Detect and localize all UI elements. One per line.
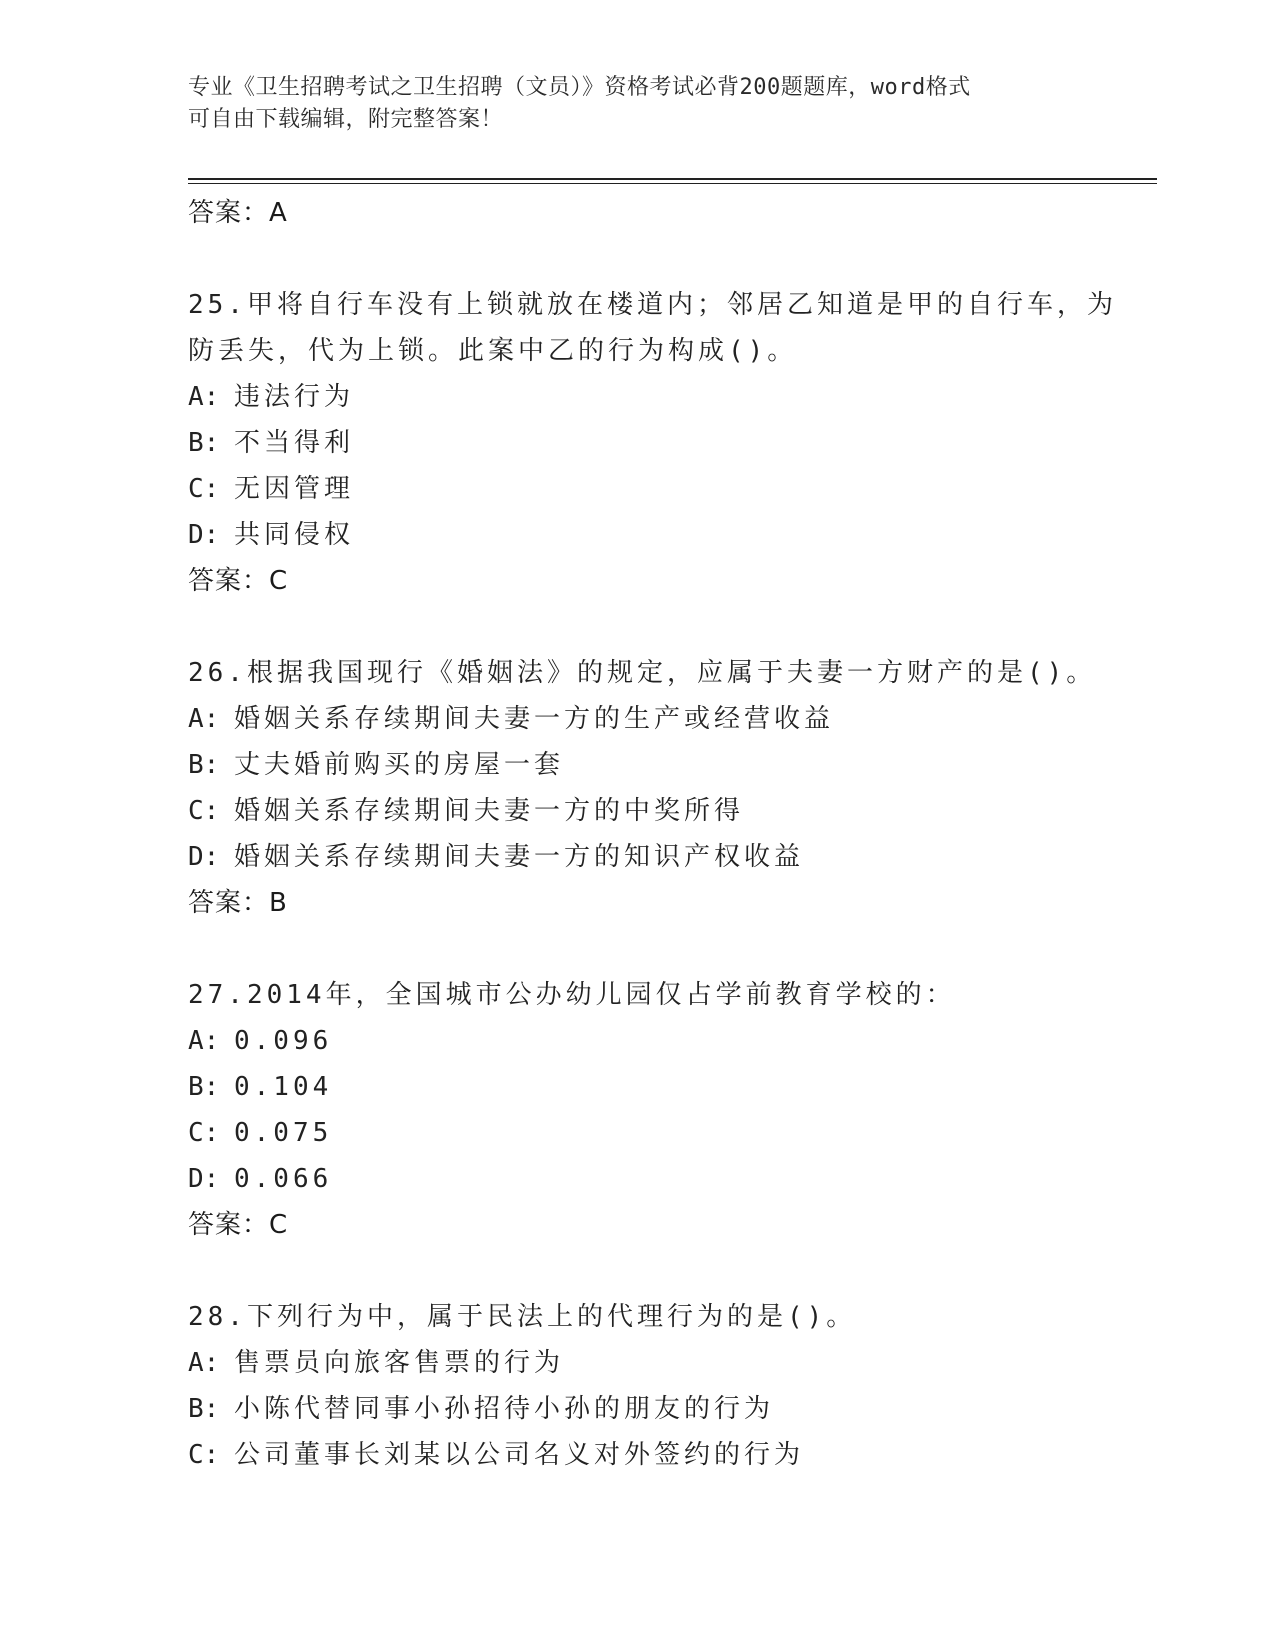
answer-label: 答案：A — [188, 198, 288, 228]
option-text: 公司董事长刘某以公司名义对外签约的行为 — [234, 1440, 805, 1470]
question-26 — [188, 650, 1097, 926]
option-key: A: — [188, 1348, 220, 1378]
option-d — [188, 512, 1088, 558]
option-a — [188, 696, 1088, 742]
page-header — [188, 72, 1068, 136]
question-stem-line: 28.下列行为中，属于民法上的代理行为的是()。 — [188, 1302, 857, 1332]
option-key: B: — [188, 428, 220, 458]
option-text: 无因管理 — [234, 474, 355, 504]
option-a — [188, 1018, 1088, 1064]
option-b — [188, 742, 1088, 788]
header-divider-thick — [188, 178, 1157, 180]
option-text: 0.075 — [234, 1118, 333, 1148]
option-d — [188, 1156, 1088, 1202]
option-text: 小陈代替同事小孙招待小孙的朋友的行为 — [234, 1394, 775, 1424]
option-key: D: — [188, 520, 220, 550]
question-stem-line: 25.甲将自行车没有上锁就放在楼道内；邻居乙知道是甲的自行车，为 — [188, 290, 1117, 320]
option-key: A: — [188, 1026, 220, 1056]
option-text: 不当得利 — [234, 428, 355, 458]
option-key: B: — [188, 750, 220, 780]
option-b — [188, 420, 1088, 466]
answer-label: 答案：C — [188, 1210, 289, 1240]
option-key: B: — [188, 1072, 220, 1102]
option-c — [188, 1110, 1088, 1156]
option-key: C: — [188, 474, 220, 504]
option-text: 婚姻关系存续期间夫妻一方的中奖所得 — [234, 796, 745, 826]
document-body — [188, 190, 1117, 1478]
question-stem-line: 26.根据我国现行《婚姻法》的规定，应属于夫妻一方财产的是()。 — [188, 658, 1097, 688]
question-stem-line: 防丢失，代为上锁。此案中乙的行为构成()。 — [188, 336, 798, 366]
option-b — [188, 1386, 1088, 1432]
question-stem-line: 27.2014年，全国城市公办幼儿园仅占学前教育学校的： — [188, 980, 956, 1010]
option-key: A: — [188, 704, 220, 734]
option-key: C: — [188, 1118, 220, 1148]
option-c — [188, 788, 1088, 834]
header-title-line-1: 专业《卫生招聘考试之卫生招聘（文员）》资格考试必背200题题库，word格式 — [188, 75, 971, 100]
option-text: 共同侵权 — [234, 520, 355, 550]
option-key: D: — [188, 842, 220, 872]
option-text: 0.066 — [234, 1164, 333, 1194]
option-key: C: — [188, 1440, 220, 1470]
answer-label: 答案：B — [188, 888, 288, 918]
question-25 — [188, 282, 1117, 604]
option-c — [188, 1432, 1088, 1478]
option-a — [188, 374, 1088, 420]
option-text: 丈夫婚前购买的房屋一套 — [234, 750, 565, 780]
option-a — [188, 1340, 1088, 1386]
option-text: 婚姻关系存续期间夫妻一方的知识产权收益 — [234, 842, 805, 872]
option-b — [188, 1064, 1088, 1110]
question-28 — [188, 1294, 1088, 1478]
header-divider-thin — [188, 183, 1157, 184]
option-text: 0.104 — [234, 1072, 333, 1102]
option-c — [188, 466, 1088, 512]
option-text: 售票员向旅客售票的行为 — [234, 1348, 565, 1378]
option-text: 违法行为 — [234, 382, 355, 412]
option-key: A: — [188, 382, 220, 412]
option-key: C: — [188, 796, 220, 826]
option-text: 婚姻关系存续期间夫妻一方的生产或经营收益 — [234, 704, 835, 734]
option-key: D: — [188, 1164, 220, 1194]
option-text: 0.096 — [234, 1026, 333, 1056]
answer-label: 答案：C — [188, 566, 289, 596]
option-d — [188, 834, 1088, 880]
question-27 — [188, 972, 1088, 1248]
option-key: B: — [188, 1394, 220, 1424]
header-title-line-2: 可自由下载编辑，附完整答案！ — [188, 107, 504, 132]
